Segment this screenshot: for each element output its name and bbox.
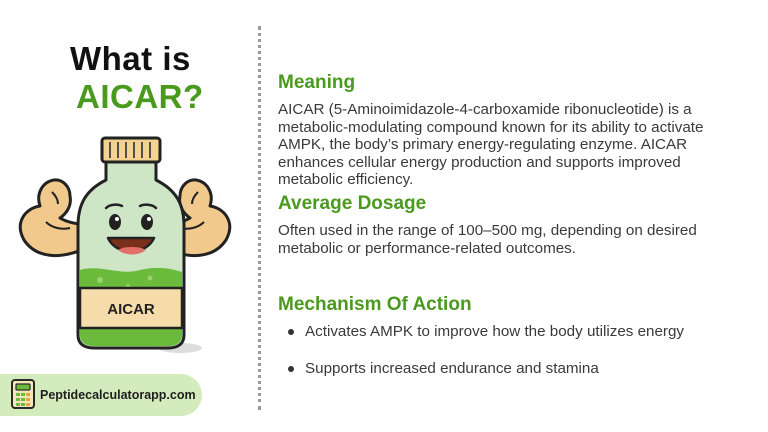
section-body-meaning: AICAR (5-Aminoimidazole-4-carboxamide ribonucleotide) is a metabolic-modulating compound known for its ability to activate AMPK, the body’s primary energy-regulating enzyme. AICAR enhances cellular energy production and supports improved metabolic efficiency. xyxy=(278,101,704,188)
site-link[interactable]: Peptidecalculatorapp.com xyxy=(40,388,196,402)
list-item-text: Activates AMPK to improve how the body utilizes energy xyxy=(305,323,685,340)
calculator-icon xyxy=(8,377,38,411)
mascot-label: AICAR xyxy=(107,301,155,318)
section-heading-meaning: Meaning xyxy=(278,72,356,93)
list-item-text: Supports increased endurance and stamina xyxy=(305,359,599,377)
section-body-dosage: Often used in the range of 100–500 mg, depending on desired metabolic or performance-related outcomes. xyxy=(278,222,697,257)
page-title-line1: What is xyxy=(70,40,191,77)
section-heading-mechanism: Mechanism Of Action xyxy=(278,294,472,315)
section-heading-dosage: Average Dosage xyxy=(278,193,427,214)
bullet-icon xyxy=(288,366,294,372)
list-item xyxy=(285,323,725,341)
flexing-bottle-mascot-icon xyxy=(0,130,250,365)
mechanism-list xyxy=(285,323,725,396)
page-title-line2: AICAR? xyxy=(76,78,204,115)
vertical-divider xyxy=(258,26,261,410)
bullet-icon xyxy=(288,329,294,335)
list-item xyxy=(285,360,725,378)
